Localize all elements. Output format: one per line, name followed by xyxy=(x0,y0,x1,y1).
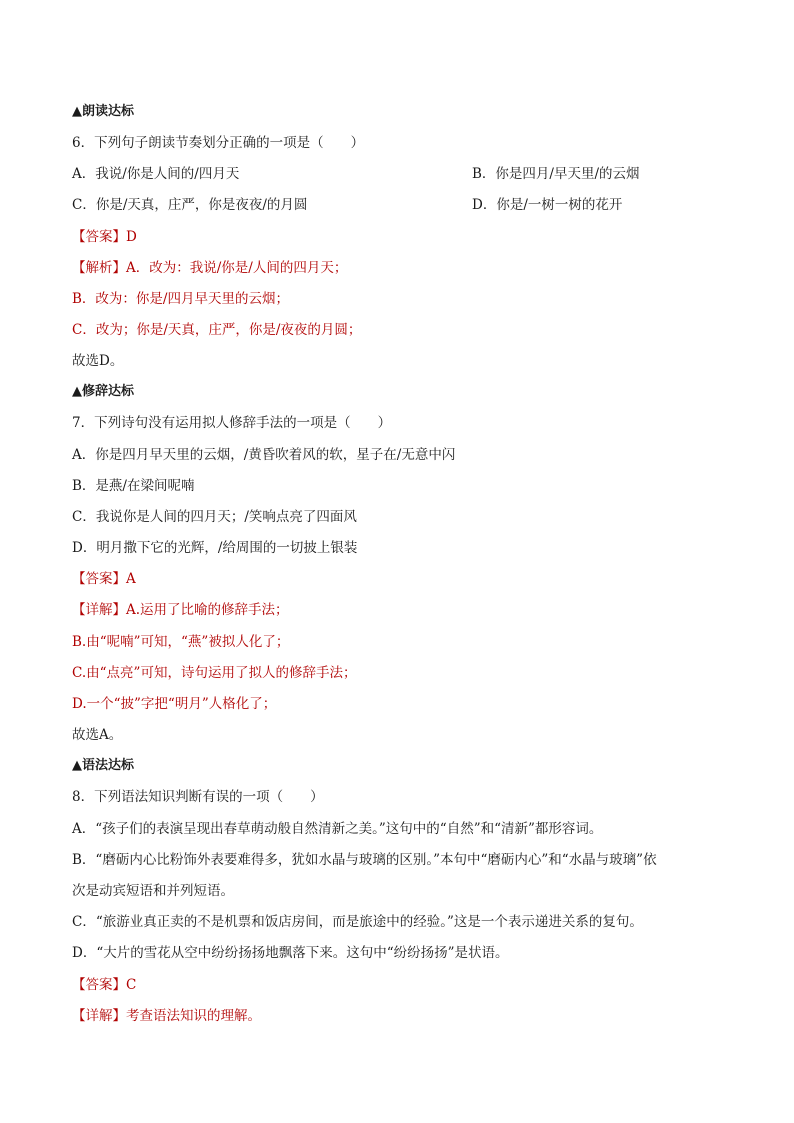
question-6-option-d: D．你是/一树一树的花开 xyxy=(472,197,623,213)
question-7-option-b: B．是燕/在梁间呢喃 xyxy=(72,478,195,494)
question-8-option-b-line-2: 次是动宾短语和并列短语。 xyxy=(72,883,234,899)
question-6-analysis-2: B．改为：你是/四月早天里的云烟； xyxy=(72,291,289,307)
question-8-option-b-line-1: B．“磨砺内心比粉饰外表要难得多，犹如水晶与玻璃的区别。”本句中“磨砺内心”和“水晶与玻璃”依 xyxy=(72,852,657,868)
question-6-conclusion: 故选D。 xyxy=(72,353,124,369)
question-8-detail xyxy=(72,1006,734,1026)
question-6-option-row-1 xyxy=(72,164,734,184)
answer-value: C xyxy=(126,977,137,993)
answer-value: D xyxy=(126,229,137,245)
question-7-detail-4: D.一个“披”字把“明月”人格化了； xyxy=(72,696,277,712)
question-6: 6．下列句子朗读节奏划分正确的一项是（ ） xyxy=(72,135,365,151)
question-6-analysis-3: C．改为；你是/天真，庄严，你是/夜夜的月圆； xyxy=(72,322,362,338)
answer-tag: 【答案】 xyxy=(72,229,126,245)
detail-tag: 【详解】 xyxy=(72,602,126,618)
answer-tag: 【答案】 xyxy=(72,977,126,993)
question-8-option-d: D．“大片的雪花从空中纷纷扬扬地飘落下来。这句中“纷纷扬扬”是状语。 xyxy=(72,945,509,961)
section-heading-rhetoric: ▲修辞达标 xyxy=(72,384,134,399)
detail-text: 考查语法知识的理解。 xyxy=(126,1008,261,1024)
question-7-option-c: C．我说你是人间的四月天；/笑响点亮了四面风 xyxy=(72,509,357,525)
question-6-option-row-2 xyxy=(72,195,734,215)
question-7-detail-1 xyxy=(72,600,734,620)
question-6-answer xyxy=(72,227,734,247)
detail-tag: 【详解】 xyxy=(72,1008,126,1024)
question-6-option-a: A．我说/你是人间的/四月天 xyxy=(72,166,240,182)
analysis-tag: 【解析】 xyxy=(72,260,126,276)
question-8-option-a: A．“孩子们的表演呈现出春草萌动般自然清新之美。”这句中的“自然”和“清新”都形容词。 xyxy=(72,821,603,837)
question-7-option-d: D．明月撒下它的光辉，/给周围的一切披上银装 xyxy=(72,540,358,556)
question-7-option-a: A．你是四月早天里的云烟，/黄昏吹着风的软，星子在/无意中闪 xyxy=(72,447,456,463)
question-8-option-c: C．“旅游业真正卖的不是机票和饭店房间，而是旅途中的经验。”这是一个表示递进关系的复句。 xyxy=(72,914,643,930)
question-6-analysis-1 xyxy=(72,258,734,278)
section-heading-grammar: ▲语法达标 xyxy=(72,758,134,773)
detail-text: A.运用了比喻的修辞手法； xyxy=(126,602,289,618)
question-7-detail-3: C.由“点亮”可知，诗句运用了拟人的修辞手法； xyxy=(72,665,357,681)
answer-value: A xyxy=(126,571,136,587)
answer-tag: 【答案】 xyxy=(72,571,126,587)
question-8: 8．下列语法知识判断有误的一项（ ） xyxy=(72,789,324,805)
question-7: 7．下列诗句没有运用拟人修辞手法的一项是（ ） xyxy=(72,415,392,431)
question-7-conclusion: 故选A。 xyxy=(72,727,123,743)
question-6-option-b: B．你是四月/早天里/的云烟 xyxy=(472,166,640,182)
question-7-detail-2: B.由“呢喃”可知，“燕”被拟人化了； xyxy=(72,634,290,650)
question-6-option-c: C．你是/天真，庄严，你是夜夜/的月圆 xyxy=(72,197,308,213)
analysis-text: A．改为：我说/你是/人间的四月天； xyxy=(126,260,348,276)
question-8-answer xyxy=(72,975,734,995)
section-heading-reading: ▲朗读达标 xyxy=(72,104,134,119)
question-7-answer xyxy=(72,569,734,589)
